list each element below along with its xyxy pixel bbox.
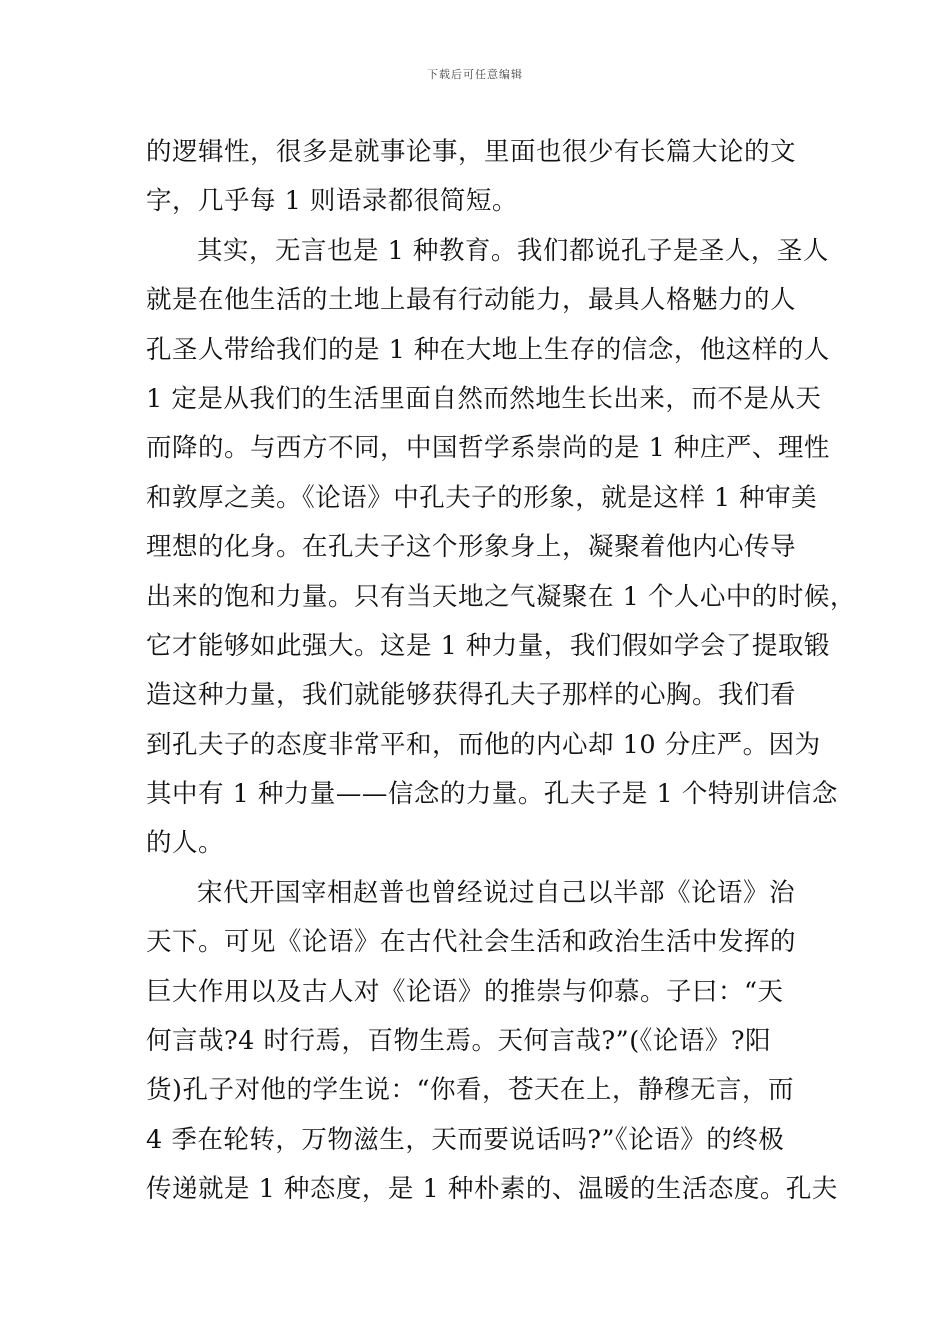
text-line: 巨大作用以及古人对《论语》的推崇与仰慕。子曰：“天 <box>146 976 784 1007</box>
text-line: 何言哉?4 时行焉，百物生焉。天何言哉?”(《论语》?阳 <box>146 1026 772 1057</box>
text-line: 天下。可见《论语》在古代社会生活和政治生活中发挥的 <box>146 927 797 958</box>
text-line: 的人。 <box>146 828 225 859</box>
text-line: 理想的化身。在孔夫子这个形象身上，凝聚着他内心传导 <box>146 532 797 563</box>
text-line: 和敦厚之美。《论语》中孔夫子的形象，就是这样 1 种审美 <box>146 482 818 513</box>
text-line: 传递就是 1 种态度，是 1 种朴素的、温暖的生活态度。孔夫 <box>146 1174 838 1205</box>
text-line: 其中有 1 种力量——信念的力量。孔夫子是 1 个特别讲信念 <box>146 779 838 810</box>
text-line: 造这种力量，我们就能够获得孔夫子那样的心胸。我们看 <box>146 680 797 711</box>
page-header-note: 下载后可任意编辑 <box>427 68 523 81</box>
text-line: 就是在他生活的土地上最有行动能力，最具人格魅力的人 <box>146 285 797 316</box>
document-body <box>146 128 856 1215</box>
text-line: 而降的。与西方不同，中国哲学系崇尚的是 1 种庄严、理性 <box>146 433 830 464</box>
text-line: 孔圣人带给我们的是 1 种在大地上生存的信念，他这样的人 <box>146 334 830 365</box>
text-line: 到孔夫子的态度非常平和，而他的内心却 10 分庄严。因为 <box>146 729 821 760</box>
paragraph-start-line: 其实，无言也是 1 种教育。我们都说孔子是圣人，圣人 <box>197 235 829 266</box>
paragraph-start-line: 宋代开国宰相赵普也曾经说过自己以半部《论语》治 <box>197 877 796 908</box>
text-line: 字，几乎每 1 则语录都很简短。 <box>146 186 518 217</box>
text-line: 1 定是从我们的生活里面自然而然地生长出来，而不是从天 <box>146 383 822 414</box>
text-line: 4 季在轮转，万物滋生，天而要说话吗?”《论语》的终极 <box>146 1124 785 1155</box>
text-line: 的逻辑性，很多是就事论事，里面也很少有长篇大论的文 <box>146 137 797 167</box>
text-line: 出来的饱和力量。只有当天地之气凝聚在 1 个人心中的时候， <box>146 581 856 612</box>
text-line: 货)孔子对他的学生说：“你看，苍天在上，静穆无言，而 <box>146 1075 794 1106</box>
text-line: 它才能够如此强大。这是 1 种力量，我们假如学会了提取锻 <box>146 630 830 661</box>
